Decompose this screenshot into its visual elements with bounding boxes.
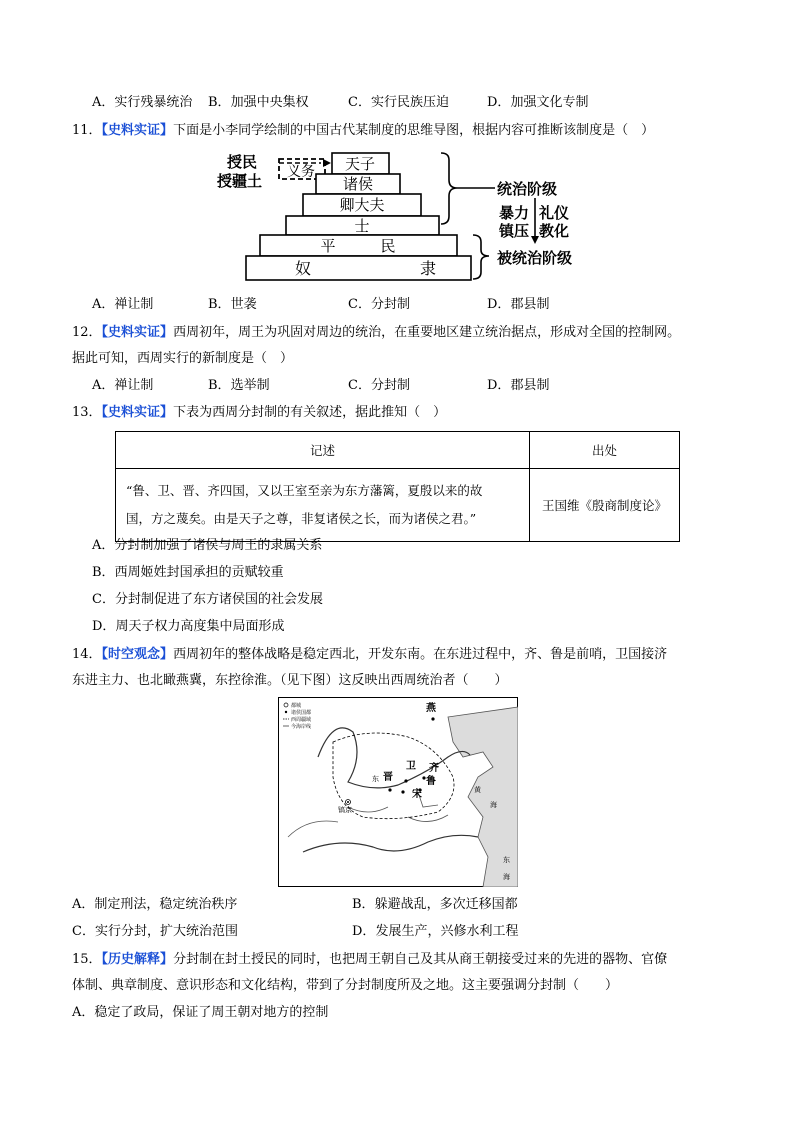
q12-option-c[interactable]: C．分封制 <box>348 378 410 393</box>
q11-stem: 11．【史料实证】下面是小李同学绘制的中国古代某制度的思维导图，根据内容可推断该制度是（ ） <box>72 123 655 138</box>
legend-capital: 都城 <box>291 703 302 709</box>
q13-option-d[interactable]: D．周天子权力高度集中局面形成 <box>92 619 285 634</box>
q14-stem-line2: 东进主力、也北瞰燕冀，东控徐淮。（见下图）这反映出西周统治者（ ） <box>72 673 508 688</box>
ruling-brace <box>441 153 457 224</box>
q11-option-c[interactable]: C．分封制 <box>348 297 410 312</box>
level-zhuhou-label: 诸侯 <box>342 175 374 193</box>
map-label-wei: 卫 <box>406 761 416 772</box>
q14-option-c[interactable]: C．实行分封，扩大统治范围 <box>72 924 238 939</box>
level-shi-label: 士 <box>354 217 370 235</box>
q12-stem-line2: 据此可知，西周实行的新制度是（ ） <box>72 351 294 366</box>
q13-option-b[interactable]: B．西周姬姓封国承担的贡赋较重 <box>92 565 284 580</box>
map-label-hai: 海 <box>490 801 497 809</box>
diagram-rite2: 教化 <box>539 222 570 240</box>
table-row <box>116 469 680 542</box>
map-label-yan: 燕 <box>426 703 436 714</box>
level-nuli-right: 隶 <box>420 259 437 278</box>
q10-option-a[interactable]: A．实行残暴统治 <box>92 95 193 110</box>
table-cell-source: 王国维《殷商制度论》 <box>530 469 680 542</box>
diagram-left-top: 授民 <box>227 153 258 171</box>
diagram-ruling: 统治阶级 <box>497 180 558 198</box>
map-label-haojing: 镐京 <box>338 806 352 814</box>
map-label-hai2: 海 <box>503 873 510 881</box>
q12-stem: 12．【史料实证】西周初年，周王为巩固对周边的统治，在重要地区建立统治据点，形成对全国的控制网。 <box>72 325 681 340</box>
q13-option-c[interactable]: C．分封制促进了东方诸侯国的社会发展 <box>92 592 323 607</box>
q10-option-b[interactable]: B．加强中央集权 <box>208 95 309 110</box>
map-label-qi: 齐 <box>429 763 439 774</box>
diagram-force2: 镇压 <box>499 222 530 240</box>
diagram-force1: 暴力 <box>499 204 530 222</box>
q12-option-d[interactable]: D．郡县制 <box>487 378 550 393</box>
q14-option-d[interactable]: D．发展生产，兴修水利工程 <box>352 924 519 939</box>
q12-option-a[interactable]: A．禅让制 <box>92 378 154 393</box>
legend-state: 诸侯国都 <box>291 710 312 716</box>
q14-option-b[interactable]: B．躲避战乱，多次迁移国都 <box>352 897 518 912</box>
level-nuli <box>246 256 471 280</box>
table-header-source: 出处 <box>530 432 680 469</box>
arrow-down-icon <box>531 236 539 244</box>
q13-source-table <box>115 431 680 542</box>
map-label-jin: 晋 <box>383 772 393 783</box>
q10-option-d[interactable]: D．加强文化专制 <box>487 95 589 110</box>
map-label-huang: 黄 <box>474 786 481 794</box>
legend-territory: 西周疆域 <box>291 717 312 723</box>
map-label-song: 宋 <box>412 789 422 800</box>
q13-option-a[interactable]: A．分封制加强了诸侯与周王的隶属关系 <box>92 538 323 553</box>
map-label-lu: 鲁 <box>426 776 436 787</box>
diagram-left-bottom: 授疆土 <box>217 172 263 190</box>
q10-option-c[interactable]: C．实行民族压迫 <box>348 95 449 110</box>
q11-option-b[interactable]: B．世袭 <box>208 297 257 312</box>
q14-option-a[interactable]: A．制定刑法，稳定统治秩序 <box>72 897 238 912</box>
q15-option-a[interactable]: A．稳定了政局，保证了周王朝对地方的控制 <box>72 1005 329 1020</box>
table-header-record: 记述 <box>116 432 530 469</box>
legend-coast: 今海岸线 <box>291 724 312 730</box>
q12-option-b[interactable]: B．选举制 <box>208 378 270 393</box>
diagram-duty: 义务 <box>287 164 315 180</box>
q11-option-d[interactable]: D．郡县制 <box>487 297 550 312</box>
diagram-rite1: 礼仪 <box>539 204 570 222</box>
q15-stem: 15．【历史解释】分封制在封土授民的同时，也把周王朝自己及其从商王朝接受过来的先进的器物、官僚 <box>72 952 668 967</box>
diagram-ruled: 被统治阶级 <box>497 249 573 267</box>
q13-stem: 13．【史料实证】下表为西周分封制的有关叙述，据此推知（ ） <box>72 405 447 420</box>
map-label-dong: 东 <box>372 775 379 783</box>
level-nuli-left: 奴 <box>295 259 312 278</box>
q11-mindmap-diagram <box>215 150 595 285</box>
q15-stem-line2: 体制、典章制度、意识形态和文化结构，带到了分封制度所及之地。这主要强调分封制（ ） <box>72 978 619 993</box>
level-tianzi-label: 天子 <box>344 155 376 173</box>
q11-option-a[interactable]: A．禅让制 <box>92 297 154 312</box>
level-pingmin-label: 平 民 <box>320 237 396 255</box>
q14-stem: 14．【时空观念】西周初年的整体战略是稳定西北，开发东南。在东进过程中，齐、鲁是前哨，卫国接济 <box>72 647 668 662</box>
map-label-dong2: 东 <box>503 856 510 864</box>
ruled-brace <box>473 235 489 279</box>
table-cell-quote: “鲁、卫、晋、齐四国，又以王室至亲为东方藩篱，夏殷以来的故 国，方之蔑矣。由是天子之尊，非复诸侯之长，而为诸侯之君。” <box>116 469 530 542</box>
q14-western-zhou-map <box>278 697 518 887</box>
level-qingdafu-label: 卿大夫 <box>339 196 385 214</box>
